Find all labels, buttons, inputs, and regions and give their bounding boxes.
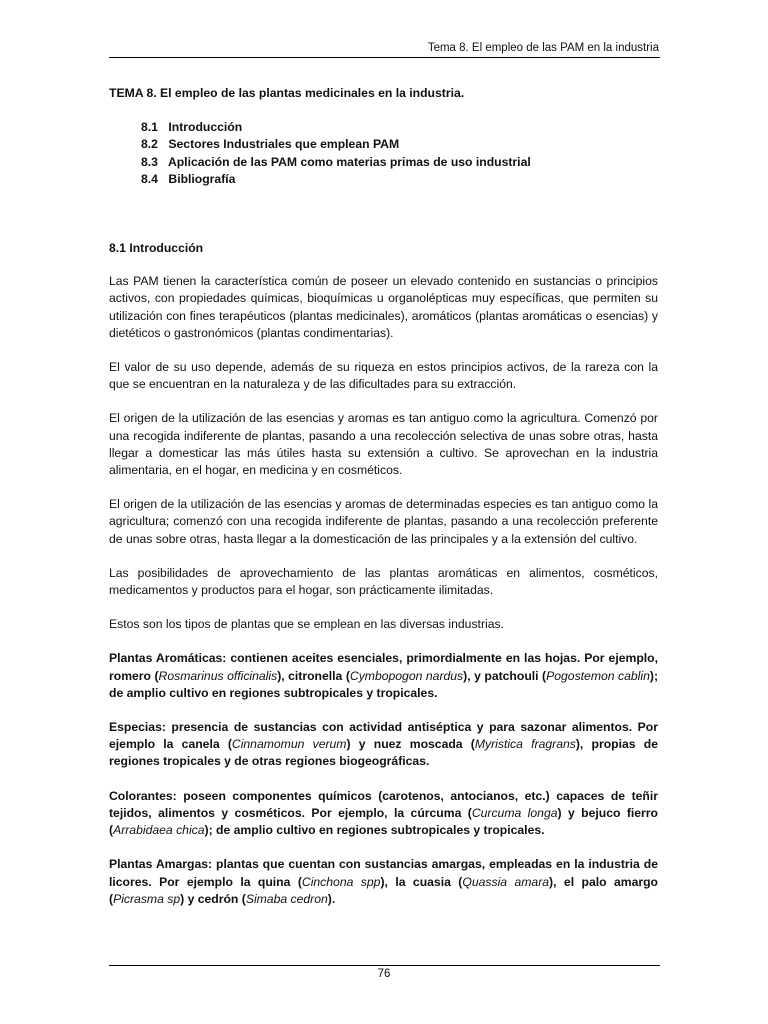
document-title: TEMA 8. El empleo de las plantas medicinales en la industria.	[109, 86, 465, 100]
paragraph: Las posibilidades de aprovechamiento de las plantas aromáticas en alimentos, cosméticos, medicamentos y productos para el hogar, son prácticamente ilimitadas.	[109, 565, 658, 598]
toc-item-number: 8.4	[141, 171, 158, 186]
category-text: ); de amplio cultivo en regiones subtropicales y tropicales.	[109, 668, 659, 700]
category-text: ); de amplio cultivo en regiones subtropicales y tropicales.	[204, 823, 545, 838]
toc-item-label: Introducción	[168, 120, 243, 135]
category-lead: Colorantes:	[109, 788, 177, 803]
category-text: ), la cuasia (	[380, 874, 463, 889]
toc-item-label: Sectores Industriales que emplean PAM	[168, 137, 400, 152]
category-text: contienen aceites esenciales, primordialmente en las hojas. Por ejemplo, romero (	[109, 651, 659, 683]
species-name: Curcuma longa	[471, 805, 558, 820]
category-especias	[109, 719, 658, 771]
category-lead: Plantas Aromáticas:	[109, 651, 227, 666]
paragraph: Las PAM tienen la característica común de poseer un elevado contenido en sustancias o principios activos, con propiedades químicas, bioquímicas u organolépticas muy específicas, que permiten su utilización con fines terapéuticos (plantas medicinales), aromáticos (plantas aromáticas o esencias) y dietéticos o gastronómicos (plantas condimentarias).	[109, 274, 658, 340]
category-text: presencia de sustancias con actividad antiséptica y para sazonar alimentos. Por ejemplo la canela (	[109, 720, 658, 752]
toc-item-label: Aplicación de las PAM como materias primas de uso industrial	[167, 154, 531, 169]
category-text: ), el palo amargo (	[109, 874, 659, 906]
running-header: Tema 8. El empleo de las PAM en la industria	[427, 42, 659, 54]
category-text: ), propias de regiones tropicales y de otras regiones biogeográficas.	[109, 737, 659, 769]
species-name: Quassia amara	[462, 874, 550, 889]
footer-divider	[109, 965, 660, 966]
species-name: Picrasma sp	[113, 891, 181, 906]
toc-item-number: 8.2	[141, 137, 158, 152]
category-lead: Plantas Amargas:	[109, 857, 213, 872]
species-name: Cinnamomun verum	[231, 737, 347, 752]
document-body	[109, 85, 658, 925]
category-text: ), y patchouli (	[463, 668, 547, 683]
header-divider	[109, 57, 660, 58]
species-name: Cymbopogon nardus	[349, 668, 464, 683]
category-text: ).	[327, 891, 336, 906]
species-name: Cinchona spp	[301, 874, 381, 889]
paragraph: El origen de la utilización de las esencias y aromas es tan antiguo como la agricultura. Comenzó por una recogida indiferente de plantas, pasando a una recolección selectiva de unas sobre otras, hasta llegar a domesticar las más útiles hasta su extensión a cultivo. Se aprovechan en la industria alimentaria, en el hogar, en medicina y en cosméticos.	[109, 411, 658, 478]
section-heading: 8.1 Introducción	[109, 241, 204, 256]
species-name: Rosmarinus officinalis	[158, 668, 278, 683]
paragraph: El origen de la utilización de las esencias y aromas de determinadas especies es tan antiguo como la agricultura; comenzó con una recogida indiferente de plantas, pasando a una recolección preferente de unas sobre otras, hasta llegar a la domesticación de las principales y a la extensión del cultivo.	[109, 497, 658, 546]
category-text: poseen componentes químicos (carotenos, antocianos, etc.) capaces de teñir tejidos, alimentos y cosméticos. Por ejemplo, la cúrcuma (	[109, 788, 658, 820]
category-amargas	[109, 856, 658, 908]
species-name: Arrabidaea chica	[113, 823, 205, 838]
category-text: plantas que cuentan con sustancias amargas, empleadas en la industria de licores. Por ejemplo la quina (	[109, 857, 659, 889]
toc-item	[141, 171, 658, 188]
toc-item	[141, 136, 658, 153]
toc-item-label: Bibliografía	[168, 171, 236, 186]
species-name: Simaba cedron	[245, 891, 328, 906]
category-colorantes	[109, 788, 658, 840]
category-text: ) y nuez moscada (	[346, 737, 475, 752]
paragraph: Estos son los tipos de plantas que se emplean en las diversas industrias.	[109, 617, 504, 632]
table-of-contents	[109, 119, 658, 188]
toc-item-number: 8.3	[141, 154, 158, 169]
toc-item-number: 8.1	[141, 120, 158, 135]
species-name: Pogostemon cablin	[546, 668, 650, 683]
category-lead: Especias:	[109, 720, 166, 735]
toc-item	[141, 119, 658, 136]
category-text: ) y cedrón (	[180, 891, 246, 906]
paragraph: El valor de su uso depende, además de su riqueza en estos principios activos, de la rareza con la que se encuentran en la naturaleza y de las dificultades para su extracción.	[109, 360, 658, 392]
category-text: ), citronella (	[277, 668, 350, 683]
toc-item	[141, 154, 658, 171]
category-aromaticas	[109, 650, 658, 702]
category-text: ) y bejuco fierro (	[109, 805, 658, 838]
species-name: Myristica fragrans	[474, 737, 576, 752]
page-number: 76	[377, 968, 391, 980]
